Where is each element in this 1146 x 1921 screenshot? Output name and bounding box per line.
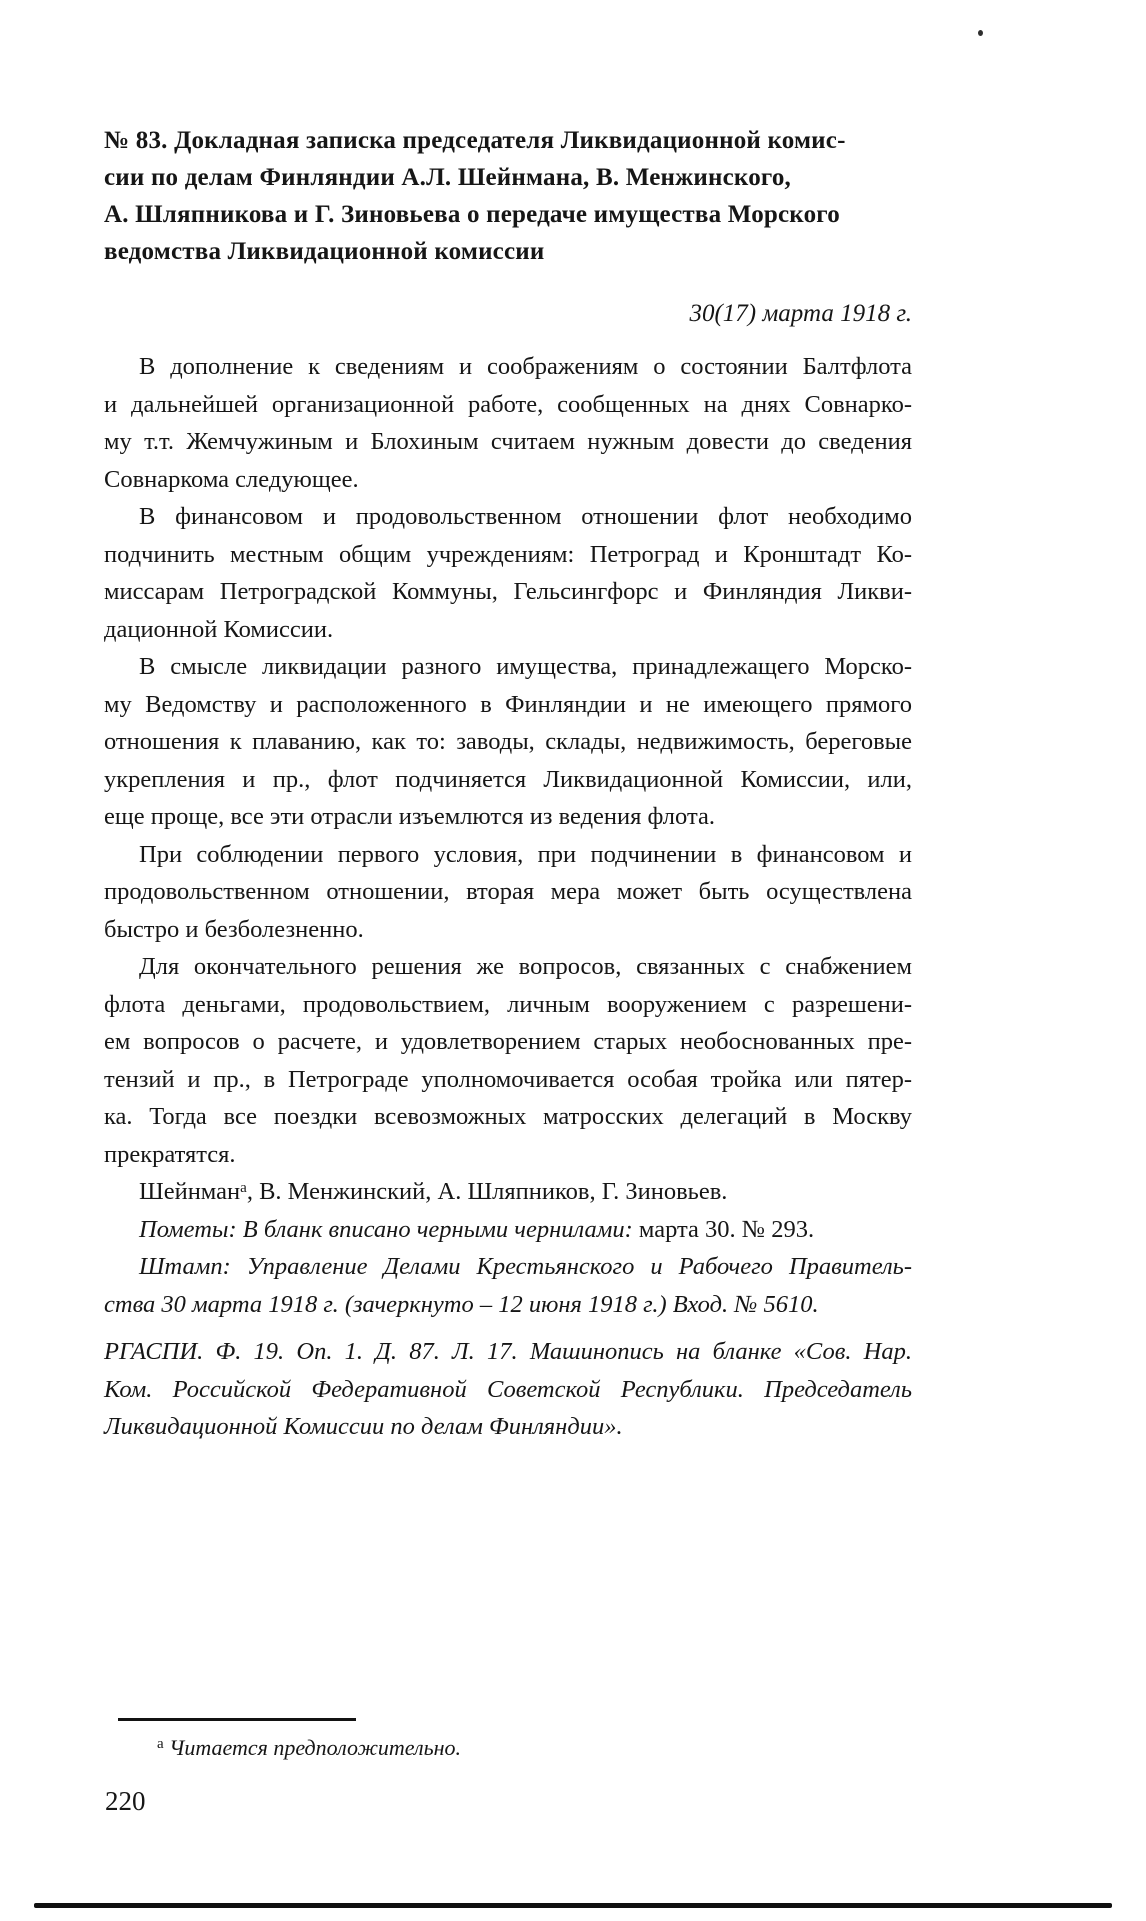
text-line: ведомства Ликвидационной комиссии (104, 238, 545, 265)
stamp-note (104, 1248, 912, 1323)
archive-citation (104, 1333, 912, 1446)
text-line: Штамп: Управление Делами Крестьянского и Рабочего Правитель- (139, 1253, 912, 1280)
text-line: еще проще, все эти отрасли изъемлются из ведения флота. (104, 803, 715, 830)
document-title (104, 122, 912, 270)
text-line: сии по делам Финляндии А.Л. Шейнмана, В. Менжинского, (104, 164, 791, 191)
text-line: В смысле ликвидации разного имущества, принадлежащего Морско- (139, 653, 912, 680)
text-line: Совнаркома следующее. (104, 465, 359, 493)
text-line: А. Шляпникова и Г. Зиновьева о передаче имущества Морского (104, 201, 840, 228)
text-segment: Пометы: В бланк вписано черными чернилами: (139, 1215, 633, 1243)
text-line: № 83. Докладная записка председателя Ликвидационной комис- (104, 127, 846, 154)
footnote-marker: а (157, 1736, 164, 1752)
document-content (104, 0, 912, 1446)
text-line: ем вопросов о расчете, и удовлетворением старых необоснованных пре- (104, 1028, 912, 1055)
scan-edge-artifact (34, 1903, 1112, 1908)
text-line: Для окончательного решения же вопросов, связанных с снабжением (139, 953, 912, 980)
text-line: му т.т. Жемчужиным и Блохиным считаем нужным довести до сведения (104, 428, 912, 455)
text-segment: марта 30. № 293. (632, 1215, 815, 1243)
text-segment: , В. Менжинский, А. Шляпников, Г. Зиновьев. (246, 1178, 728, 1205)
document-body (104, 348, 912, 1323)
text-line (104, 1173, 912, 1211)
text-line: продовольственном отношении, вторая мера может быть осуществлена (104, 878, 912, 905)
text-line: Ликвидационной Комиссии по делам Финляндии». (104, 1413, 623, 1440)
text-segment: Шейнман (139, 1178, 241, 1205)
page-number: 220 (105, 1786, 146, 1816)
footnote (104, 1734, 912, 1762)
text-line: ства 30 марта 1918 г. (зачеркнуто – 12 июня 1918 г.) Вход. № 5610. (104, 1290, 819, 1318)
document-date: 30(17) марта 1918 г. (689, 300, 912, 327)
para-liquidation-property (104, 648, 912, 836)
text-line: флота деньгами, продовольствием, личным вооружением с разрешени- (104, 990, 912, 1018)
footnote-ref-marker: а (240, 1180, 247, 1196)
text-line: му Ведомству и расположенного в Финляндии и не имеющего прямого (104, 690, 912, 718)
text-line: При соблюдении первого условия, при подчинении в финансовом и (139, 840, 912, 868)
para-first-condition (104, 836, 912, 949)
text-line: подчинить местным общим учреждениям: Петроград и Кронштадт Ко- (104, 540, 912, 568)
text-line: прекратятся. (104, 1140, 236, 1168)
footnote-text: Читается предположительно. (169, 1735, 462, 1760)
text-line: и дальнейшей организационной работе, сообщенных на днях Совнарко- (104, 390, 912, 418)
text-line: миссарам Петроградской Коммуны, Гельсингфорс и Финляндия Ликви- (104, 578, 912, 605)
para-financial-subordination (104, 498, 912, 648)
text-line: Ком. Российской Федеративной Советской Республики. Председатель (104, 1375, 912, 1403)
footnote-block (104, 1718, 912, 1762)
text-line: отношения к плаванию, как то: заводы, склады, недвижимость, береговые (104, 728, 912, 755)
scan-speck (978, 30, 983, 36)
text-line: дационной Комиссии. (104, 615, 334, 643)
text-line: быстро и безболезненно. (104, 915, 364, 943)
text-line: В финансовом и продовольственном отношении флот необходимо (139, 503, 912, 530)
signature-line (104, 1173, 912, 1211)
text-line: В дополнение к сведениям и соображениям о состоянии Балтфлота (139, 353, 912, 380)
footnote-rule (118, 1718, 356, 1721)
pometa-note (104, 1211, 912, 1249)
text-line: тензий и пр., в Петрограде уполномочивается особая тройка или пятер- (104, 1065, 912, 1093)
text-line: укрепления и пр., флот подчиняется Ликвидационной Комиссии, или, (104, 765, 912, 793)
text-line: РГАСПИ. Ф. 19. Оп. 1. Д. 87. Л. 17. Машинопись на бланке «Сов. Нар. (104, 1338, 912, 1365)
para-supplement-info (104, 348, 912, 498)
para-final-decision (104, 948, 912, 1173)
text-line (104, 1211, 912, 1249)
text-line: ка. Тогда все поездки всевозможных матросских делегаций в Москву (104, 1103, 912, 1130)
